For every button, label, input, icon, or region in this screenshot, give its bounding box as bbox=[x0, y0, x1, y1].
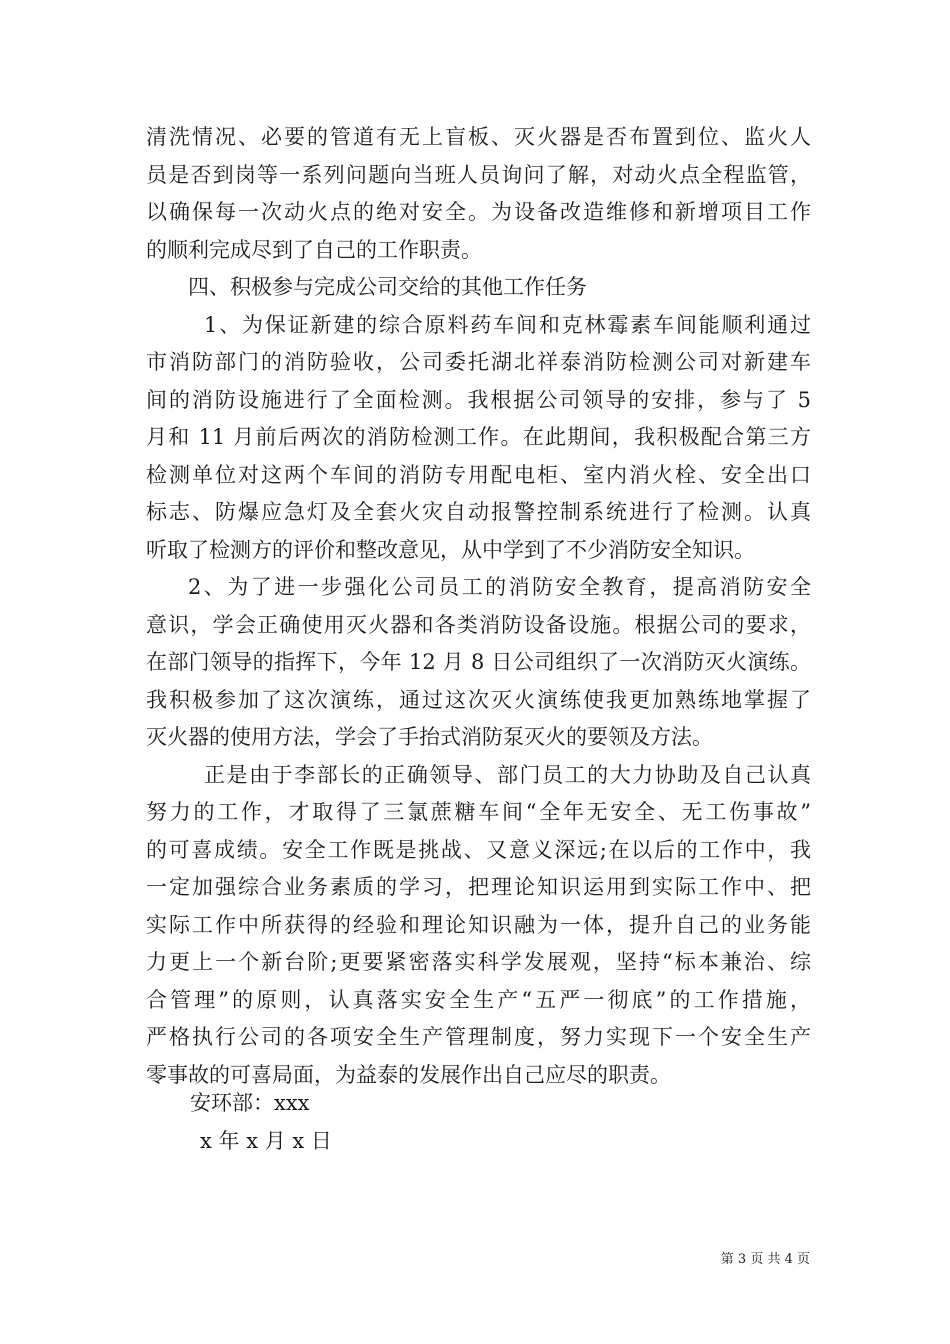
body-line: 合管理”的原则，认真落实安全生产“五严一彻底”的工作措施， bbox=[146, 987, 811, 1012]
signature-department: 安环部：xxx bbox=[190, 1091, 310, 1115]
body-line: 1、为保证新建的综合原料药车间和克林霉素车间能顺利通过 bbox=[204, 312, 811, 337]
body-line: 的可喜成绩。安全工作既是挑战、又意义深远;在以后的工作中，我 bbox=[146, 837, 811, 862]
body-line: 清洗情况、必要的管道有无上盲板、灭火器是否布置到位、监火人 bbox=[146, 125, 811, 149]
body-line: 的顺利完成尽到了自己的工作职责。 bbox=[146, 237, 482, 262]
body-line: 员是否到岗等一系列问题向当班人员询问了解，对动火点全程监管， bbox=[146, 162, 811, 187]
body-line: 力更上一个新台阶;更要紧密落实科学发展观，坚持“标本兼治、综 bbox=[146, 950, 811, 974]
body-line: 月和 11 月前后两次的消防检测工作。在此期间，我积极配合第三方 bbox=[146, 425, 811, 449]
body-line: 一定加强综合业务素质的学习，把理论知识运用到实际工作中、把 bbox=[146, 875, 811, 899]
body-line: 实际工作中所获得的经验和理论知识融为一体，提升自己的业务能 bbox=[146, 912, 811, 937]
signature-date: x 年 x 月 x 日 bbox=[200, 1129, 332, 1153]
body-line: 零事故的可喜局面，为益泰的发展作出自己应尽的职责。 bbox=[146, 1062, 671, 1087]
body-line: 间的消防设施进行了全面检测。我根据公司领导的安排，参与了 5 bbox=[146, 387, 811, 412]
body-line: 正是由于李部长的正确领导、部门员工的大力协助及自己认真 bbox=[204, 762, 811, 787]
section-heading: 四、积极参与完成公司交给的其他工作任务 bbox=[188, 275, 587, 299]
page-number: 第 3 页 共 4 页 bbox=[720, 1252, 810, 1267]
body-line: 严格执行公司的各项安全生产管理制度，努力实现下一个安全生产 bbox=[146, 1025, 811, 1049]
body-line: 市消防部门的消防验收，公司委托湖北祥泰消防检测公司对新建车 bbox=[146, 350, 811, 374]
document-body bbox=[146, 119, 811, 1094]
body-line: 在部门领导的指挥下，今年 12 月 8 日公司组织了一次消防灭火演练。 bbox=[146, 650, 811, 674]
body-line: 标志、防爆应急灯及全套火灾自动报警控制系统进行了检测。认真 bbox=[146, 500, 811, 524]
body-line: 我积极参加了这次演练，通过这次灭火演练使我更加熟练地掌握了 bbox=[146, 687, 811, 712]
body-line: 努力的工作，才取得了三氯蔗糖车间“全年无安全、无工伤事故” bbox=[146, 800, 811, 824]
body-line: 灭火器的使用方法，学会了手抬式消防泵灭火的要领及方法。 bbox=[146, 725, 713, 749]
body-line: 以确保每一次动火点的绝对安全。为设备改造维修和新增项目工作 bbox=[146, 200, 811, 224]
body-line: 2、为了进一步强化公司员工的消防安全教育，提高消防安全 bbox=[188, 575, 811, 599]
signature-block bbox=[190, 1084, 332, 1160]
body-line: 听取了检测方的评价和整改意见，从中学到了不少消防安全知识。 bbox=[146, 537, 755, 562]
body-line: 意识，学会正确使用灭火器和各类消防设备设施。根据公司的要求， bbox=[146, 612, 811, 637]
body-line: 检测单位对这两个车间的消防专用配电柜、室内消火栓、安全出口 bbox=[146, 462, 811, 487]
